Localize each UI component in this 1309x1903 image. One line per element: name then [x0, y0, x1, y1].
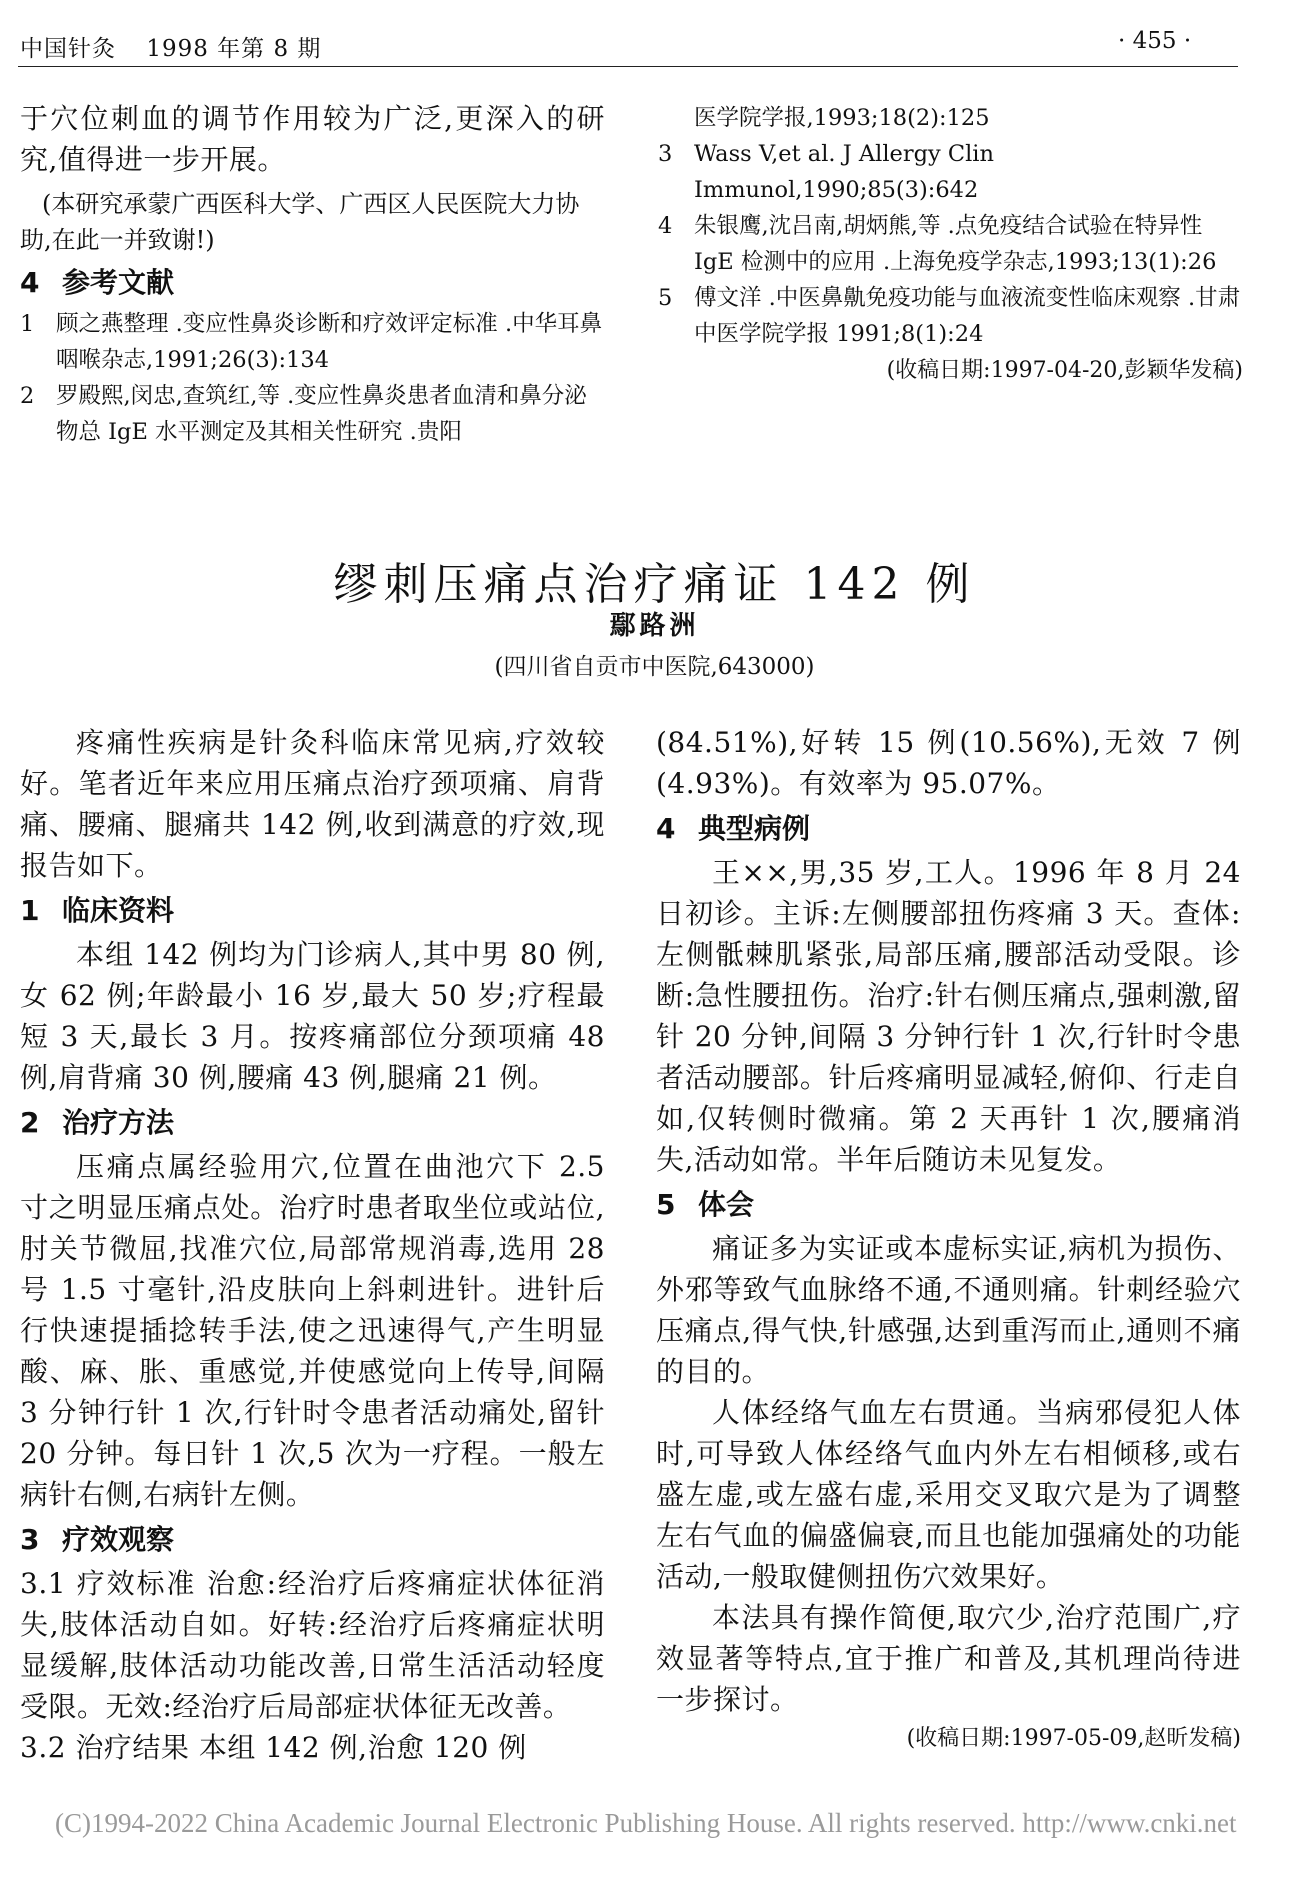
acknowledgment: (本研究承蒙广西医科大学、广西区人民医院大力协助,在此一并致谢!) [20, 190, 580, 254]
article-title: 缪刺压痛点治疗痛证 142 例 [333, 559, 976, 610]
reference-item: 1 顾之燕整理 .变应性鼻炎诊断和疗效评定标准 .中华耳鼻咽喉杂志,1991;26(3):134 [20, 311, 603, 373]
references-heading-text: 参考文献 [62, 266, 175, 299]
issue-label: 1998 年第 8 期 [146, 36, 322, 62]
prev-closing-text: 于穴位刺血的调节作用较为广泛,更深入的研究,值得进一步开展。 [20, 102, 605, 176]
header-rule [18, 66, 1238, 67]
section-paragraph: 人体经络气血左右贯通。当病邪侵犯人体时,可导致人体经络气血内外左右相倾移,或右盛左虚,或左盛右虚,采用交叉取穴是为了调整左右气血的偏盛偏衰,而且也能加强痛处的功能活动,一般取健侧扭伤穴效果好。 [656, 1396, 1241, 1593]
section-heading: 5 体会 [656, 1188, 755, 1221]
references-heading [20, 262, 605, 304]
section-paragraph: 压痛点属经验用穴,位置在曲池穴下 2.5 寸之明显压痛点处。治疗时患者取坐位或站位,肘关节微屈,找准穴位,局部常规消毒,选用 28 号 1.5 寸毫针,沿皮肤向上斜刺进针。进针后行快速提插捻转手法,使之迅速得气,产生明显酸、麻、胀、重感觉,并使感觉向上传导,间隔 3 分钟行针 1 次,行针时令患者活动痛处,留针 20 分钟。每日针 1 次,5 次为一疗程。一般左病针右侧,右病针左侧。 [20, 1150, 605, 1511]
article-left-column [20, 722, 605, 1768]
section-heading: 1 临床资料 [20, 894, 175, 927]
reference-item: 5 傅文洋 .中医鼻鼽免疫功能与血液流变性临床观察 .甘肃中医学院学报 1991;8(1):24 [658, 285, 1241, 347]
section-heading: 3 疗效观察 [20, 1523, 175, 1556]
reference-continuation: 医学院学报,1993;18(2):125 [694, 105, 990, 131]
prev-article-right-column [658, 100, 1243, 388]
subsection-paragraph: 3.2 治疗结果 本组 142 例,治愈 120 例 [20, 1731, 527, 1764]
journal-name: 中国针灸 [20, 36, 116, 62]
section-paragraph: 王××,男,35 岁,工人。1996 年 8 月 24 日初诊。主诉:左侧腰部扭伤疼痛 3 天。查体:左侧骶棘肌紧张,局部压痛,腰部活动受限。诊断:急性腰扭伤。治疗:针右侧压痛点,强刺激,留针 20 分钟,间隔 3 分钟行针 1 次,行针时令患者活动腰部。针后疼痛明显减轻,俯仰、行走自如,仅转侧时微痛。第 2 天再针 1 次,腰痛消失,活动如常。半年后随访未见复发。 [656, 856, 1241, 1176]
section-paragraph: 痛证多为实证或本虚标实证,病机为损伤、外邪等致气血脉络不通,不通则痛。针刺经验穴压痛点,得气快,针感强,达到重泻而止,通则不痛的目的。 [656, 1232, 1241, 1388]
prev-article-left-column [20, 98, 605, 450]
section-paragraph: 本法具有操作简便,取穴少,治疗范围广,疗效显著等特点,宜于推广和普及,其机理尚待进一步探讨。 [656, 1601, 1241, 1716]
subsection-paragraph: 3.1 疗效标准 治愈:经治疗后疼痛症状体征消失,肢体活动自如。好转:经治疗后疼痛症状明显缓解,肢体活动功能改善,日常生活活动轻度受限。无效:经治疗后局部症状体征无改善。 [20, 1567, 605, 1723]
references-heading-num: 4 [20, 266, 40, 299]
article-author: 鄢路洲 [609, 611, 700, 641]
copyright-footer: (C)1994-2022 China Academic Journal Electronic Publishing House. All rights reserved. http://www.cnki.net [55, 1808, 1237, 1838]
article-received-date: (收稿日期:1997-05-09,赵昕发稿) [906, 1726, 1241, 1751]
reference-item: 4 朱银鹰,沈吕南,胡炳熊,等 .点免疫结合试验在特异性 IgE 检测中的应用 .上海免疫学杂志,1993;13(1):26 [658, 213, 1217, 275]
intro-paragraph: 疼痛性疾病是针灸科临床常见病,疗效较好。笔者近年来应用压痛点治疗颈项痛、肩背痛、腰痛、腿痛共 142 例,收到满意的疗效,现报告如下。 [20, 726, 605, 882]
reference-item: 2 罗殿熙,闵忠,查筑红,等 .变应性鼻炎患者血清和鼻分泌物总 IgE 水平测定及其相关性研究 .贵阳 [20, 383, 587, 445]
prev-received-date: (收稿日期:1997-04-20,彭颖华发稿) [886, 358, 1243, 383]
article-affiliation: (四川省自贡市中医院,643000) [494, 654, 815, 680]
results-continuation: (84.51%),好转 15 例(10.56%),无效 7 例(4.93%)。有效率为 95.07%。 [656, 726, 1241, 800]
page-number: · 455 · [1118, 28, 1192, 54]
running-header [20, 30, 343, 63]
article-right-column [656, 722, 1241, 1756]
reference-item: 3 Wass V,et al. J Allergy Clin Immunol,1990;85(3):642 [658, 141, 994, 203]
section-heading: 2 治疗方法 [20, 1106, 175, 1139]
section-paragraph: 本组 142 例均为门诊病人,其中男 80 例,女 62 例;年龄最小 16 岁,最大 50 岁;疗程最短 3 天,最长 3 月。按疼痛部位分颈项痛 48 例,肩背痛 30 例,腰痛 43 例,腿痛 21 例。 [20, 938, 605, 1094]
section-heading: 4 典型病例 [656, 812, 811, 845]
